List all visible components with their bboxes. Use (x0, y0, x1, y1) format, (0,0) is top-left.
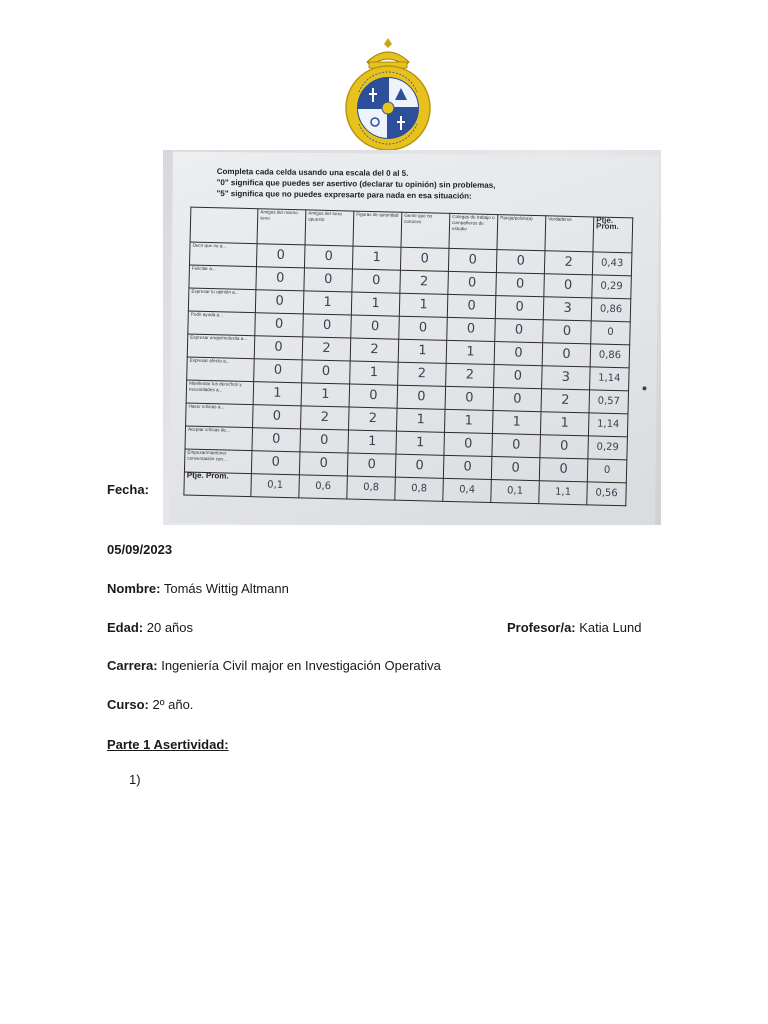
instructions (216, 166, 495, 202)
score-cell: 0 (495, 296, 544, 320)
score-cell: 1 (444, 409, 493, 433)
score-cell: 2 (541, 389, 590, 413)
row-average-cell: 0,29 (592, 275, 632, 299)
paper-mark (642, 386, 646, 390)
list-item-number: 1) (129, 772, 141, 787)
row-label: Expresar afecto a... (187, 357, 255, 382)
fecha-value: 05/09/2023 (107, 542, 173, 557)
score-cell: 0 (544, 274, 593, 298)
score-cell: 0 (448, 271, 497, 295)
fecha-label: Fecha: (107, 482, 149, 497)
score-cell: 2 (349, 407, 398, 431)
score-cell: 1 (352, 246, 401, 270)
column-header: Colegas de trabajo o compañeros de estudio (449, 213, 498, 249)
score-cell: 2 (350, 338, 399, 362)
row-label: Manifestar tus derechos y necesidades a... (186, 380, 254, 405)
score-cell: 0 (303, 314, 352, 338)
score-cell: 0 (349, 384, 398, 408)
score-cell: 0 (493, 388, 542, 412)
score-cell: 0 (251, 451, 300, 475)
score-cell: 0 (395, 454, 444, 478)
score-cell: 1 (301, 383, 350, 407)
score-cell: 3 (543, 297, 592, 321)
nombre-line (107, 581, 289, 597)
row-average-cell: 0,86 (591, 298, 631, 322)
score-cell: 0 (347, 453, 396, 477)
carrera-label: Carrera: (107, 658, 158, 673)
score-cell: 0 (254, 359, 303, 383)
nombre-label: Nombre: (107, 581, 161, 596)
score-cell: 0,1 (491, 480, 540, 504)
score-cell: 0,8 (347, 476, 396, 500)
column-header: Amigos del mismo sexo (257, 209, 306, 245)
row-average-cell: 0,56 (587, 482, 627, 506)
university-seal-logo (345, 36, 431, 152)
score-cell: 0 (491, 457, 540, 481)
nombre-value: Tomás Wittig Altmann (163, 581, 289, 596)
score-cell: 1 (396, 408, 445, 432)
score-cell: 0 (445, 386, 494, 410)
score-cell: 3 (542, 366, 591, 390)
score-cell: 0 (539, 458, 588, 482)
section-heading: Parte 1 Asertividad: (107, 737, 229, 752)
score-cell: 0 (255, 290, 304, 314)
score-cell: 0 (448, 248, 497, 272)
curso-label: Curso: (107, 697, 149, 712)
score-cell: 1 (540, 412, 589, 436)
score-cell: 0,8 (395, 477, 444, 501)
score-cell: 1,1 (539, 481, 588, 505)
score-cell: 0 (304, 245, 353, 269)
score-cell: 0 (352, 269, 401, 293)
score-cell: 0 (256, 267, 305, 291)
score-cell: 2 (301, 406, 350, 430)
score-cell: 2 (544, 251, 593, 275)
score-cell: 0 (400, 247, 449, 271)
score-cell: 1 (396, 431, 445, 455)
score-cell: 2 (400, 270, 449, 294)
carrera-line (107, 658, 441, 674)
row-average-cell: 0,57 (589, 390, 629, 414)
row-average-cell: 1,14 (588, 413, 628, 437)
score-cell: 0 (302, 360, 351, 384)
score-cell: 0 (447, 317, 496, 341)
edad-value: 20 años (146, 620, 194, 635)
score-cell: 0 (494, 365, 543, 389)
corner-cell (190, 207, 258, 244)
carrera-value: Ingeniería Civil major en Investigación Operativa (161, 658, 441, 673)
score-cell: 0 (443, 455, 492, 479)
score-cell: 0 (494, 342, 543, 366)
row-label: Hacer críticas a... (186, 403, 254, 428)
score-cell: 0 (447, 294, 496, 318)
score-cell: 0 (252, 428, 301, 452)
column-header: Pareja/pololo(a) (497, 215, 546, 251)
curso-line (107, 697, 193, 713)
score-cell: 0 (254, 336, 303, 360)
instruction-line: "0" significa que puedes ser asertivo (declarar tu opinión) sin problemas, (216, 177, 496, 190)
column-header: Amigos del sexo opuesto (305, 210, 354, 246)
profesor-value: Katia Lund (579, 620, 642, 635)
score-cell: 0 (542, 343, 591, 367)
column-header: Figuras de autoridad (353, 211, 402, 247)
row-average-cell: 0 (587, 459, 627, 483)
score-cell: 0 (543, 320, 592, 344)
score-cell: 0 (351, 315, 400, 339)
score-cell: 0 (495, 319, 544, 343)
score-cell: 1 (348, 430, 397, 454)
score-cell: 1 (303, 291, 352, 315)
column-header: Gente que no conoces (401, 212, 450, 248)
paper-sheet (169, 151, 659, 525)
profesor-label: Profesor/a: (507, 620, 576, 635)
score-cell: 0 (540, 435, 589, 459)
score-cell: 1 (253, 382, 302, 406)
footer-label: Ptje. Prom. (184, 472, 252, 497)
column-header-average: Ptje. Prom. (593, 217, 633, 253)
column-header: Verdaderos (545, 216, 594, 252)
profesor-line (507, 620, 641, 636)
score-cell: 0 (444, 432, 493, 456)
row-average-cell: 0,43 (592, 252, 632, 276)
score-cell: 0,1 (251, 474, 300, 498)
row-label: Expresar tu opinión a... (188, 288, 256, 313)
score-cell: 1 (492, 411, 541, 435)
score-cell: 1 (350, 361, 399, 385)
score-cell: 1 (399, 293, 448, 317)
score-cell: 0 (397, 385, 446, 409)
row-label: Pedir ayuda a... (188, 311, 256, 336)
score-cell: 0 (399, 316, 448, 340)
row-label: Felicitar a... (189, 265, 257, 290)
score-cell: 0,6 (299, 475, 348, 499)
questionnaire-photo (163, 150, 661, 525)
score-cell: 0,4 (443, 478, 492, 502)
row-label: Aceptar críticas de... (185, 426, 253, 451)
instruction-line: "5" significa que no puedes expresarte para nada en esa situación: (216, 188, 472, 201)
edad-label: Edad: (107, 620, 144, 635)
score-cell: 0 (304, 268, 353, 292)
score-cell: 2 (446, 363, 495, 387)
score-cell: 0 (255, 313, 304, 337)
curso-value: 2º año. (152, 697, 194, 712)
row-average-cell: 1,14 (590, 367, 630, 391)
score-cell: 0 (253, 405, 302, 429)
score-cell: 0 (299, 452, 348, 476)
row-label: Expresar enojo/molestia a... (187, 334, 255, 359)
table-body (184, 242, 632, 506)
score-cell: 1 (351, 292, 400, 316)
instruction-line: Completa cada celda usando una escala del 0 al 5. (216, 166, 409, 178)
score-cell: 1 (398, 339, 447, 363)
row-average-cell: 0 (591, 321, 631, 345)
row-label: Empezar/mantener conversación con... (184, 449, 252, 474)
assertiveness-table (183, 207, 633, 507)
score-cell: 0 (492, 434, 541, 458)
score-cell: 2 (302, 337, 351, 361)
score-cell: 2 (398, 362, 447, 386)
score-cell: 0 (496, 273, 545, 297)
row-label: Decir que no a... (189, 242, 257, 267)
score-cell: 1 (446, 340, 495, 364)
row-average-cell: 0,86 (590, 344, 630, 368)
score-cell: 0 (300, 429, 349, 453)
edad-line (107, 620, 193, 636)
score-cell: 0 (496, 250, 545, 274)
score-cell: 0 (256, 244, 305, 268)
row-average-cell: 0,29 (588, 436, 628, 460)
